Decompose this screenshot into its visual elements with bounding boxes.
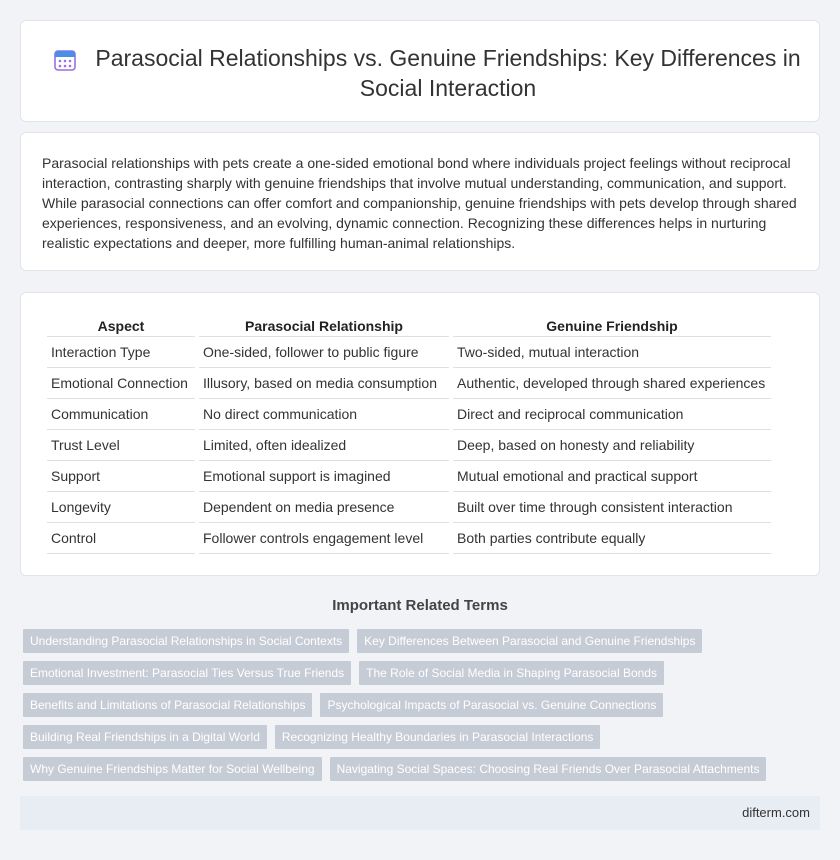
comparison-card xyxy=(20,292,820,576)
related-terms-heading: Important Related Terms xyxy=(332,597,508,614)
related-term-tag[interactable]: Understanding Parasocial Relationships in Social Contexts xyxy=(23,629,349,653)
related-term-tag[interactable]: Benefits and Limitations of Parasocial Relationships xyxy=(23,693,312,717)
related-term-tag[interactable]: Emotional Investment: Parasocial Ties Versus True Friends xyxy=(23,661,351,685)
related-term-tag[interactable]: Key Differences Between Parasocial and Genuine Friendships xyxy=(357,629,702,653)
footer-site-link[interactable]: difterm.com xyxy=(742,805,810,820)
column-header-parasocial: Parasocial Relationship xyxy=(199,313,449,337)
table-row xyxy=(47,492,771,523)
table-cell-genuine: Authentic, developed through shared experiences xyxy=(453,368,771,399)
table-cell-aspect: Communication xyxy=(47,399,195,430)
table-cell-genuine: Mutual emotional and practical support xyxy=(453,461,771,492)
column-header-genuine: Genuine Friendship xyxy=(453,313,771,337)
table-header-row xyxy=(47,313,771,337)
related-term-tag[interactable]: Building Real Friendships in a Digital World xyxy=(23,725,267,749)
table-cell-parasocial: No direct communication xyxy=(199,399,449,430)
table-cell-genuine: Two-sided, mutual interaction xyxy=(453,337,771,368)
related-term-tag[interactable]: Recognizing Healthy Boundaries in Parasocial Interactions xyxy=(275,725,601,749)
related-terms-list xyxy=(23,629,813,781)
title-card xyxy=(20,20,820,122)
table-cell-aspect: Support xyxy=(47,461,195,492)
table-cell-genuine: Both parties contribute equally xyxy=(453,523,771,554)
table-row xyxy=(47,430,771,461)
table-cell-parasocial: Limited, often idealized xyxy=(199,430,449,461)
page-title: Parasocial Relationships vs. Genuine Friendships: Key Differences in Social Interaction xyxy=(95,45,801,101)
comparison-table xyxy=(43,313,775,554)
table-row xyxy=(47,337,771,368)
related-term-tag[interactable]: Psychological Impacts of Parasocial vs. Genuine Connections xyxy=(320,693,663,717)
table-row xyxy=(47,399,771,430)
related-term-tag[interactable]: The Role of Social Media in Shaping Parasocial Bonds xyxy=(359,661,664,685)
table-cell-aspect: Interaction Type xyxy=(47,337,195,368)
table-cell-aspect: Emotional Connection xyxy=(47,368,195,399)
column-header-aspect: Aspect xyxy=(47,313,195,337)
intro-paragraph: Parasocial relationships with pets create a one-sided emotional bond where individuals project feelings without reciprocal interaction, contrasting sharply with genuine friendships that involve mutual understanding, communication, and support. While parasocial connections can offer comfort and companionship, genuine friendships with pets develop through shared experiences, responsiveness, and an evolving, dynamic connection. Recognizing these differences helps in nurturing realistic expectations and deeper, more fulfilling human-animal relationships. xyxy=(42,155,797,251)
calendar-icon xyxy=(53,48,77,72)
table-cell-genuine: Deep, based on honesty and reliability xyxy=(453,430,771,461)
related-term-tag[interactable]: Navigating Social Spaces: Choosing Real Friends Over Parasocial Attachments xyxy=(330,757,767,781)
table-cell-parasocial: Illusory, based on media consumption xyxy=(199,368,449,399)
table-cell-aspect: Control xyxy=(47,523,195,554)
intro-card xyxy=(20,132,820,271)
table-cell-parasocial: Dependent on media presence xyxy=(199,492,449,523)
table-cell-aspect: Longevity xyxy=(47,492,195,523)
table-cell-aspect: Trust Level xyxy=(47,430,195,461)
table-cell-genuine: Direct and reciprocal communication xyxy=(453,399,771,430)
table-cell-genuine: Built over time through consistent interaction xyxy=(453,492,771,523)
table-row xyxy=(47,523,771,554)
table-cell-parasocial: Emotional support is imagined xyxy=(199,461,449,492)
related-term-tag[interactable]: Why Genuine Friendships Matter for Social Wellbeing xyxy=(23,757,322,781)
table-cell-parasocial: Follower controls engagement level xyxy=(199,523,449,554)
table-cell-parasocial: One-sided, follower to public figure xyxy=(199,337,449,368)
table-row xyxy=(47,368,771,399)
table-row xyxy=(47,461,771,492)
footer xyxy=(20,796,820,830)
